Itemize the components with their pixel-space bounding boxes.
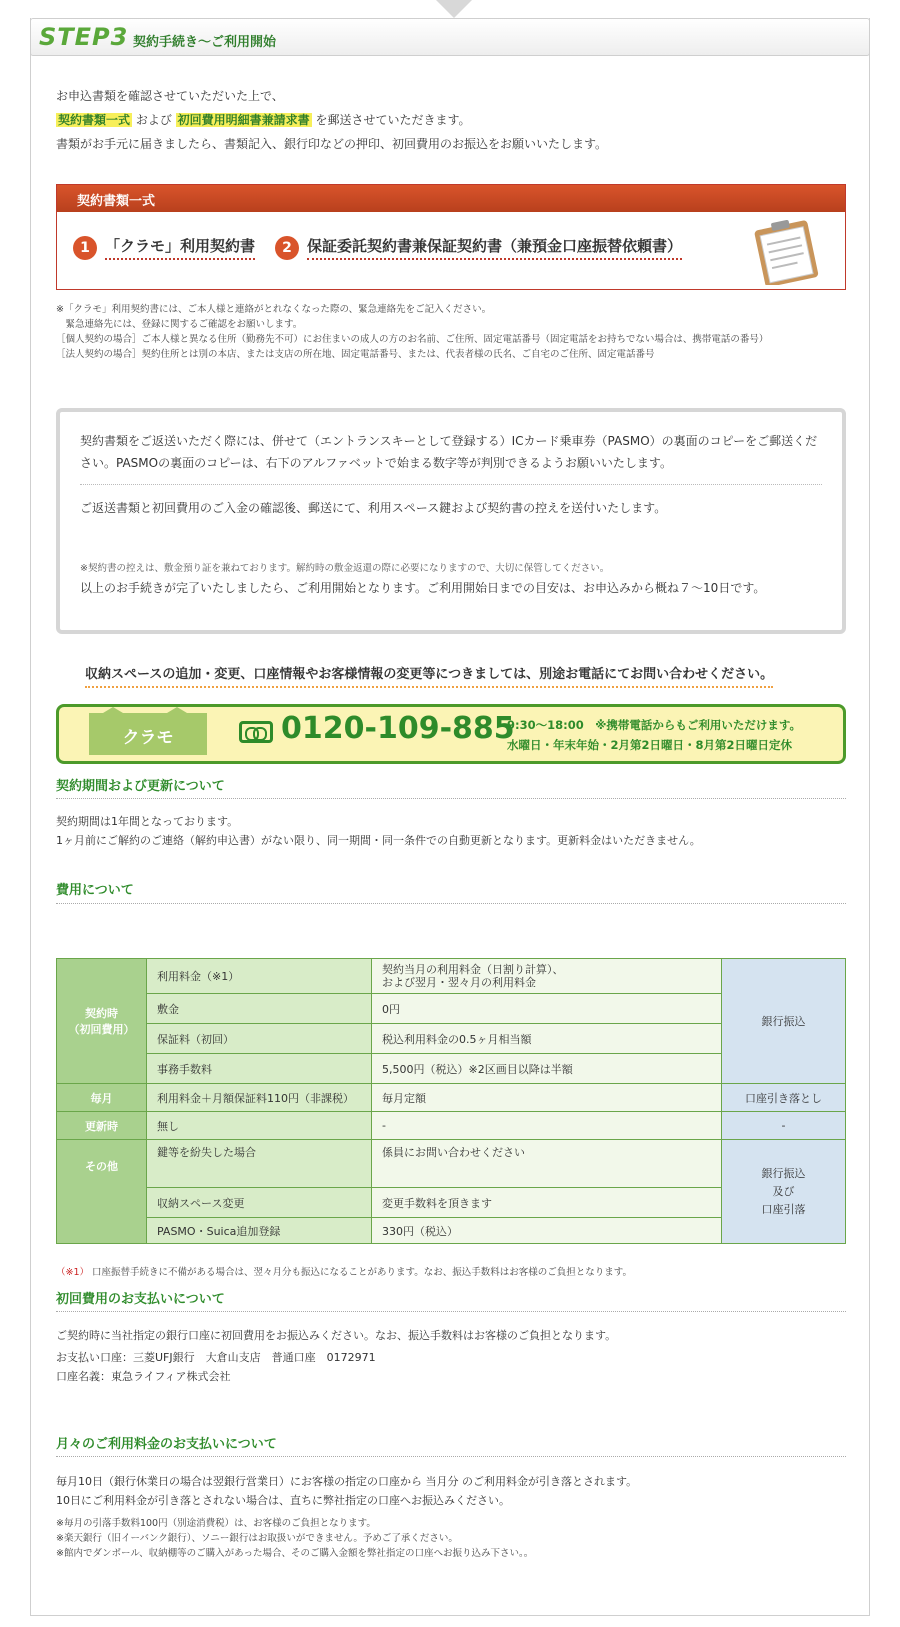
fee-table	[56, 958, 846, 1244]
fee-desc: 係員にお問い合わせください	[372, 1140, 722, 1188]
note-line: ※楽天銀行（旧イーバンク銀行）、ソニー銀行はお取扱いができません。予めご了承ください。	[56, 1533, 458, 1544]
table-row	[57, 1112, 846, 1140]
highlight-invoice: 初回費用明細書兼請求書	[177, 113, 310, 127]
fee-note	[56, 1264, 632, 1278]
doc-label-2: 保証委託契約書兼保証契約書（兼預金口座振替依頼書）	[307, 235, 682, 260]
monthly-payment-title: 月々のご利用料金のお支払いについて	[56, 1437, 277, 1452]
receipt-note: ※契約書の控えは、敷金預り証を兼ねております。解約時の敷金返還の際に必要になりますので、大切に保管してください。	[80, 563, 610, 574]
table-row	[57, 959, 846, 994]
step-header	[30, 18, 870, 56]
logo-roof	[93, 707, 133, 719]
doc-number-2: 2	[275, 236, 299, 260]
fee-desc: 変更手数料を頂きます	[372, 1188, 722, 1218]
doc-item-1	[73, 235, 255, 260]
contract-docs-title: 契約書類一式	[57, 185, 845, 212]
period-text	[56, 812, 701, 850]
monthly-line-1: 毎月10日（銀行休業日の場合は翌銀行営業日）にお客様の指定の口座から 当月分 のご利用料金が引き落とされます。	[56, 1475, 638, 1488]
divider	[80, 484, 822, 485]
bank-account: お支払い口座：三菱UFJ銀行 大倉山支店 普通口座 0172971	[56, 1351, 376, 1364]
contact-note: 収納スペースの追加・変更、口座情報やお客様情報の変更等につきましては、別途お電話にてお問い合わせください。	[85, 663, 773, 688]
clipboard-icon	[745, 219, 825, 285]
intro-tail: を郵送させていただきます。	[311, 113, 471, 127]
period-line-1: 契約期間は1年間となっております。	[56, 815, 239, 828]
period-title: 契約期間および更新について	[56, 779, 225, 794]
doc-item-2	[275, 235, 682, 260]
phone-number[interactable]: 0120-109-885	[281, 711, 515, 746]
category-contract	[57, 959, 147, 1084]
initial-line-1: ご契約時に当社指定の銀行口座に初回費用をお振込みください。なお、振込手数料はお客様のご負担となります。	[56, 1329, 617, 1342]
fee-item: 利用料金＋月額保証料110円（非課税）	[147, 1084, 372, 1112]
note-line: ※毎月の引落手数料100円（別途消費税）は、お客様のご負担となります。	[56, 1518, 376, 1529]
fee-item: 鍵等を紛失した場合	[147, 1140, 372, 1188]
fee-item: 事務手数料	[147, 1054, 372, 1084]
fee-note-text: 口座振替手続きに不備がある場合は、翌々月分も振込になることがあります。なお、振込手数料はお客様のご負担となります。	[89, 1267, 633, 1278]
category-other: その他	[57, 1140, 147, 1244]
payment-renewal: -	[722, 1112, 846, 1140]
pasmo-copy-text: 契約書類をご返送いただく際には、併せて（エントランスキーとして登録する）ICカード乗車券（PASMO）の裏面のコピーをご郵送ください。PASMOの裏面のコピーは、右下のアルファベットで始まる数字等が判別できるようお願いいたします。	[80, 434, 818, 470]
top-arrow	[436, 0, 472, 18]
fee-item: 収納スペース変更	[147, 1188, 372, 1218]
account-holder: 口座名義：東急ライフィア株式会社	[56, 1370, 231, 1383]
payment-other	[722, 1140, 846, 1244]
return-info-box	[56, 408, 846, 634]
table-row	[57, 1084, 846, 1112]
hours-line-1: 9:30〜18:00 ※携帯電話からもご利用いただけます。	[507, 718, 801, 732]
doc-number-1: 1	[73, 236, 97, 260]
fee-item: 保証料（初回）	[147, 1024, 372, 1054]
category-monthly: 毎月	[57, 1084, 147, 1112]
fee-desc: 0円	[372, 994, 722, 1024]
divider	[56, 798, 846, 799]
business-hours	[507, 715, 801, 755]
monthly-payment-text	[56, 1472, 637, 1561]
fee-item: PASMO・Suica追加登録	[147, 1218, 372, 1244]
highlight-contract-docs: 契約書類一式	[58, 113, 131, 127]
table-row	[57, 1140, 846, 1188]
monthly-line-2: 10日にご利用料金が引き落とされない場合は、直ちに弊社指定の口座へお振込みください。	[56, 1494, 510, 1507]
category-renewal: 更新時	[57, 1112, 147, 1140]
divider	[56, 1311, 846, 1312]
fee-desc: 契約当月の利用料金（日割り計算）、 および翌月・翌々月の利用料金	[372, 959, 722, 994]
fee-desc: -	[372, 1112, 722, 1140]
hours-line-2: 水曜日・年末年始・2月第2日曜日・8月第2日曜日定休	[507, 738, 793, 752]
fee-item: 敷金	[147, 994, 372, 1024]
divider	[56, 903, 846, 904]
contract-docs-box	[56, 184, 846, 290]
logo-roof	[157, 707, 197, 719]
fee-note-mark: （※1）	[56, 1267, 90, 1278]
emergency-contact-notes	[56, 302, 768, 362]
note-line: 緊急連絡先には、登録に関するご確認をお願いします。	[56, 319, 303, 330]
payment-other-label: 銀行振込 及び 口座引落	[761, 1166, 806, 1216]
contact-banner	[56, 704, 846, 764]
start-date-text: 以上のお手続きが完了いたしましたら、ご利用開始となります。ご利用開始日までの目安は、お申込みから概ね７〜10日です。	[80, 581, 766, 595]
divider	[56, 1456, 846, 1457]
intro-text	[56, 84, 607, 156]
step-badge: STEP3	[39, 23, 129, 51]
note-line: ［法人契約の場合］契約住所とは別の本店、または支店の所在地、固定電話番号、または、代表者様の氏名、ご自宅のご住所、固定電話番号	[56, 349, 655, 360]
intro-line-2	[56, 108, 607, 132]
intro-line-1: お申込書類を確認させていただいた上で、	[56, 89, 284, 103]
doc-label-1: 「クラモ」利用契約書	[105, 235, 255, 260]
period-line-2: 1ヶ月前にご解約のご連絡（解約申込書）がない限り、同一期間・同一条件での自動更新となります。更新料金はいただきません。	[56, 834, 701, 847]
fee-desc: 330円（税込）	[372, 1218, 722, 1244]
intro-line-3: 書類がお手元に届きましたら、書類記入、銀行印などの押印、初回費用のお振込をお願いいたします。	[56, 137, 608, 151]
fee-desc: 5,500円（税込）※2区画目以降は半額	[372, 1054, 722, 1084]
logo-text: クラモ	[122, 728, 174, 748]
fees-title: 費用について	[56, 883, 134, 898]
intro-mid: および	[132, 113, 176, 127]
payment-contract: 銀行振込	[722, 959, 846, 1084]
fee-desc: 毎月定額	[372, 1084, 722, 1112]
note-line: ［個人契約の場合］ご本人様と異なる住所（勤務先不可）にお住まいの成人の方のお名前、ご住所、固定電話番号（固定電話をお持ちでない場合は、携帯電話の番号）	[56, 334, 769, 345]
note-line: ※「クラモ」利用契約書には、ご本人様と連絡がとれなくなった際の、緊急連絡先をご記入ください。	[56, 304, 492, 315]
payment-monthly: 口座引き落とし	[722, 1084, 846, 1112]
initial-payment-title: 初回費用のお支払いについて	[56, 1292, 225, 1307]
step-title: 契約手続き〜ご利用開始	[133, 35, 277, 50]
free-dial-icon	[239, 721, 273, 743]
initial-payment-text	[56, 1326, 616, 1386]
category-label: 契約時 （初回費用）	[68, 1007, 135, 1036]
fee-item: 利用料金（※1）	[147, 959, 372, 994]
note-line: ※館内でダンボール、収納棚等のご購入があった場合、そのご購入金額を弊社指定の口座へお振り込み下さい。。	[56, 1548, 534, 1559]
fee-item: 無し	[147, 1112, 372, 1140]
fee-desc: 税込利用料金の0.5ヶ月相当額	[372, 1024, 722, 1054]
monthly-notes	[56, 1516, 637, 1561]
key-send-text: ご返送書類と初回費用のご入金の確認後、郵送にて、利用スペース鍵および契約書の控えを送付いたします。	[80, 501, 667, 515]
